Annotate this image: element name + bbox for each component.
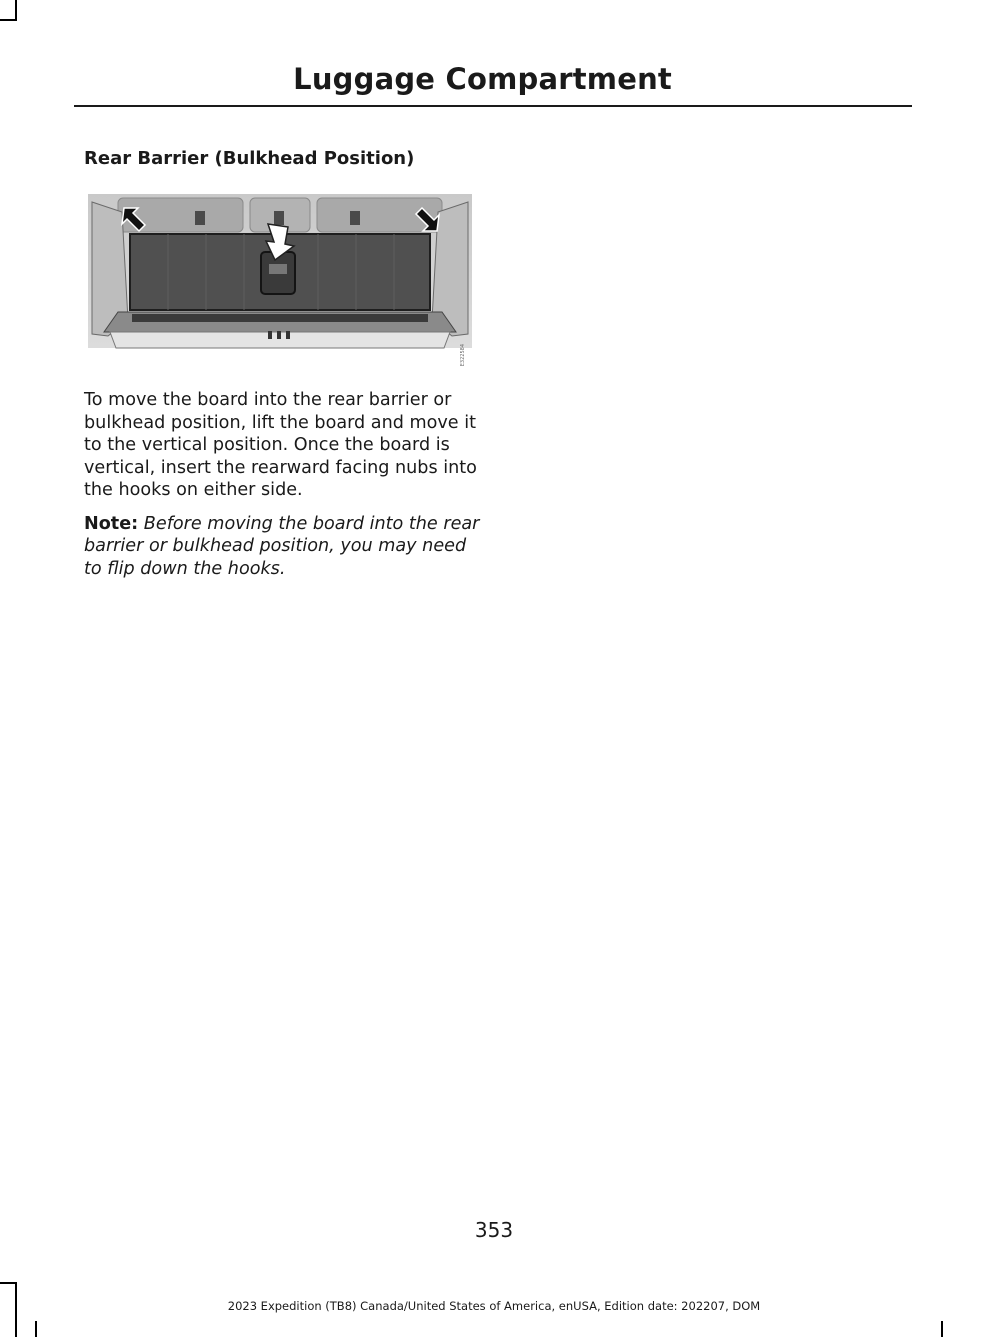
cargo-bulkhead-illustration [88,194,472,367]
note-label: Note: [84,513,139,534]
page-header-title: Luggage Compartment [293,62,672,96]
figure-code: E322584 [460,344,466,367]
note-paragraph [84,513,484,581]
crop-mark-top-left-h [0,19,17,21]
footer-edition: 2023 Expedition (TB8) Canada/United States of America, enUSA, Edition date: 202207, DOM [227,1299,761,1313]
crop-mark-top-left [15,0,17,20]
page-number: 353 [474,1218,514,1242]
crop-mark-left-tick [35,1321,37,1337]
crop-mark-right-tick [941,1321,943,1337]
section-heading: Rear Barrier (Bulkhead Position) [84,148,415,169]
crop-mark-bottom-left-h [0,1282,17,1284]
note-text: Before moving the board into the rear barrier or bulkhead position, you may need to flip down the hooks. [84,513,480,579]
instruction-paragraph: To move the board into the rear barrier or bulkhead position, lift the board and move it to the vertical position. Once the board is vertical, insert the rearward facing nubs into the hooks on either side. [84,390,477,500]
header-divider [74,105,912,107]
body-text [84,389,484,591]
